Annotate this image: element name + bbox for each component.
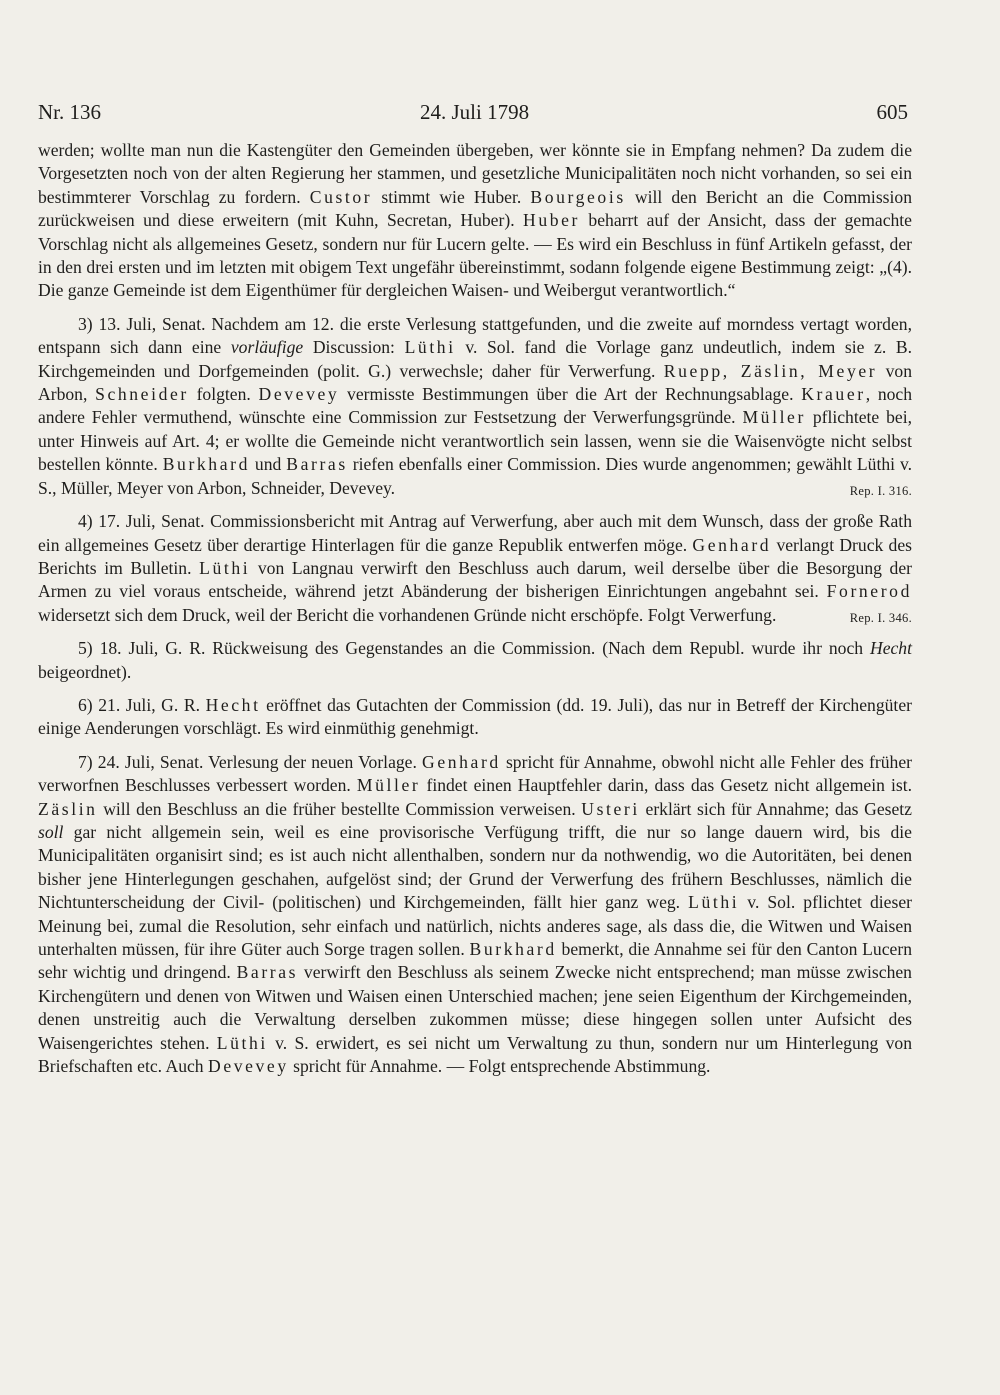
speaker-name: Lüthi <box>199 557 251 578</box>
emphasis-text: soll <box>38 821 64 842</box>
speaker-name: Lüthi <box>404 337 456 358</box>
source-reference: Rep. I. 316. <box>849 483 912 498</box>
document-body <box>38 139 912 1078</box>
paragraph-7: 7) 24. Juli, Senat. Verlesung der neuen Vorlage. Genhard spricht für Annahme, obwohl nicht alle Fehler des früher verworfnen Beschlusses verbessert worden. Müller findet einen Hauptfehler darin, dass das Gesetz nicht allgemein ist. Zäslin will den Beschluss an die früher bestellte Commission verweisen. Usteri erklärt sich für Annahme; das Gesetz soll gar nicht allgemein sein, weil es eine provisorische Verfügung trifft, die nur so lange dauern wird, bis die Municipalitäten organisirt sind; es ist auch nicht allenthalben, sondern nur da nothwendig, wo die Autoritäten, bei denen bisher jene Hinterlegungen geschahen, aufgelöst sind; der Grund der Verwerfung des frühern Beschlusses, nämlich die Nichtunterscheidung der Civil- (politischen) und Kirchgemeinden, fällt hier ganz weg. Lüthi v. Sol. pflichtet dieser Meinung bei, zumal die Resolution, sehr einfach und natürlich, nichts anderes sage, als dass die, die Witwen und Waisen unterhalten müssen, für ihre Güter auch Sorge tragen sollen. Burkhard bemerkt, die Annahme sei für den Canton Lucern sehr wichtig und dringend. Barras verwirft den Beschluss als seinem Zwecke nicht entsprechend; man müsse zwischen Kirchengütern und denen von Witwen und Waisen einen Unterschied machen; jene seien Eigenthum der Kirchgemeinden, denen unstreitig auch die Verwaltung derselben zukommen müsse; diese hingegen sollen unter Aufsicht des Waisengerichtes stehen. Lüthi v. S. erwidert, es sei nicht um Verwaltung zu thun, sondern nur um Hinterlegung von Briefschaften etc. Auch Devevey spricht für Annahme. — Folgt entsprechende Abstimmung. <box>38 751 913 1077</box>
paragraph-continuation: werden; wollte man nun die Kastengüter den Gemeinden übergeben, wer könnte sie in Empfang nehmen? Da zudem die Vorgesetzten noch von der alten Regierung her stammen, und gesetzliche Municipalitäten noch nicht vorhanden, so sei ein bestimmterer Vorschlag zu fordern. Custor stimmt wie Huber. Bourgeois will den Bericht an die Commission zurückweisen und diese erweitern (mit Kuhn, Secretan, Huber). Huber beharrt auf der Ansicht, dass der gemachte Vorschlag nicht als allgemeines Gesetz, sondern nur für Lucern gelte. — Es wird ein Beschluss in fünf Artikeln gefasst, der in den drei ersten und im letzten mit obigem Text ungefähr übereinstimmt, sodann folgende eigene Bestimmung zeigt: „(4). Die ganze Gemeinde ist dem Eigenthümer für dergleichen Waisen- und Weibergut verantwortlich.“ <box>38 140 912 301</box>
speaker-name: Genhard <box>692 534 772 555</box>
speaker-name: Burkhard <box>469 939 557 959</box>
speaker-name: Krauer <box>801 384 866 405</box>
speaker-name: Bourgeois <box>530 186 626 207</box>
speaker-name: Usteri <box>581 798 640 819</box>
page-number: 605 <box>876 100 908 124</box>
speaker-name: Fornerod <box>826 581 912 602</box>
speaker-name: Ruepp, Zäslin, Meyer <box>663 360 878 381</box>
speaker-name: Devevey <box>208 1056 289 1077</box>
header-date: 24. Juli 1798 <box>420 100 530 124</box>
paragraph-4: 4) 17. Juli, Senat. Commissionsbericht mit Antrag auf Verwerfung, aber auch mit dem Wunsch, dass der große Rath ein allgemeines Gesetz über derartige Hinterlagen für die ganze Republik entwerfen möge. Genhard verlangt Druck des Berichts im Bulletin. Lüthi von Langnau verwirft den Beschluss auch darum, weil derselbe über die Besorgung der Armen zu viel voraus entscheide, während jetzt Abänderung der bisherigen Einrichtungen angebahnt sei. Fornerod widersetzt sich dem Druck, weil der Bericht die vorhandenen Gründe nicht erschöpfe. Folgt Verwerfung. Rep. I. 346. <box>38 510 912 627</box>
speaker-name: Müller <box>356 775 421 796</box>
paragraph-3: 3) 13. Juli, Senat. Nachdem am 12. die erste Verlesung stattgefunden, und die zweite auf morndess vertagt worden, entspann sich dann eine vorläufige Discussion: Lüthi v. Sol. fand die Vorlage ganz undeutlich, indem sie z. B. Kirchgemeinden und Dorfgemeinden (polit. G.) verwechsle; daher für Verwerfung. Ruepp, Zäslin, Meyer von Arbon, Schneider folgten. Devevey vermisste Bestimmungen über die Art der Rechnungsablage. Krauer, noch andere Fehler vermuthend, wünschte eine Commission zur Festsetzung der Verwerfungsgründe. Müller pflichtete bei, unter Hinweis auf Art. 4; er wollte die Gemeinde nicht verantwortlich sein lassen, wenn sie die Waisenvögte nicht selbst bestellen könnte. Burkhard und Barras riefen ebenfalls einer Commission. Dies wurde angenommen; gewählt Lüthi v. S., Müller, Meyer von Arbon, Schneider, Devevey. Rep. I. 316. <box>38 313 912 500</box>
speaker-name: Schneider <box>95 384 189 405</box>
speaker-name: Zäslin <box>38 798 98 819</box>
speaker-name: Barras <box>286 454 348 475</box>
speaker-name: Lüthi <box>216 1032 268 1053</box>
speaker-name: Hecht <box>205 694 261 715</box>
speaker-name: Lüthi <box>688 892 740 913</box>
speaker-name: Müller <box>742 407 806 428</box>
running-header <box>38 100 908 130</box>
paragraph-5: 5) 18. Juli, G. R. Rückweisung des Gegenstandes an die Commission. (Nach dem Republ. wurde ihr noch Hecht beigeordnet). <box>38 638 912 682</box>
speaker-name: Huber <box>523 210 580 231</box>
speaker-name: Burkhard <box>162 454 250 475</box>
speaker-name: Custor <box>309 186 373 207</box>
speaker-name: Genhard <box>422 751 501 772</box>
emphasis-text: Hecht <box>869 638 912 659</box>
speaker-name: Devevey <box>258 384 340 405</box>
paragraph-6: 6) 21. Juli, G. R. Hecht eröffnet das Gutachten der Commission (dd. 19. Juli), das nur in Betreff der Kirchengüter einige Aenderungen vorschlägt. Es wird einmüthig genehmigt. <box>38 694 912 739</box>
speaker-name: Barras <box>236 962 299 983</box>
emphasis-text: vorläufige <box>230 337 304 358</box>
document-number: Nr. 136 <box>38 100 101 124</box>
source-reference: Rep. I. 346. <box>849 610 912 625</box>
